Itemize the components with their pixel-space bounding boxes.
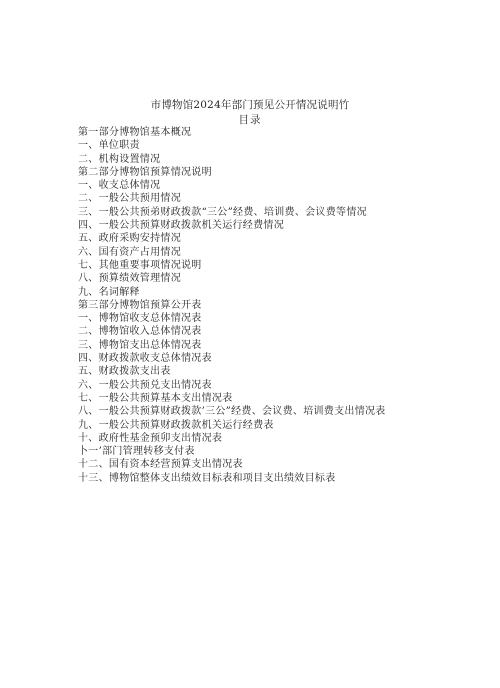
toc-item: 一、博物馆收支总体情况表 — [78, 313, 202, 325]
table-of-contents — [78, 126, 386, 485]
toc-item: 九、名词解释 — [78, 286, 140, 298]
toc-item: 二、博物馆收入总体情况表 — [78, 326, 202, 338]
toc-item: 一、收支总体情况 — [78, 180, 161, 192]
toc-heading: 目录 — [238, 114, 262, 126]
toc-item: 九、一般公共预算财政拨款机关运行经费表 — [78, 419, 274, 431]
toc-item: 五、财政拨款支出表 — [78, 366, 171, 378]
toc-item: 七、其他重要事项情况说明 — [78, 259, 202, 271]
document-title: 市博物馆2024年部门预见公开情况说明竹 — [150, 99, 350, 111]
toc-item: 第一部分博物馆基本概况 — [78, 127, 192, 138]
toc-item: 十三、博物馆整体支出绩效目标表和项目支出绩效目标表 — [78, 472, 336, 484]
toc-item: 八、一般公共预算财政拨款’三公”经费、会议费、培训费支出情况表 — [78, 406, 386, 418]
toc-item: 四、财政拨款收支总体情况表 — [78, 353, 212, 365]
toc-item: 二、机构设置情况 — [78, 153, 161, 165]
toc-item: 八、预算绩效管理情况 — [78, 273, 181, 285]
toc-item: 六、国有资产占用情况 — [78, 246, 181, 258]
toc-item: 一、单位职责 — [78, 140, 140, 152]
toc-item: 卜一’部门管理转移支付表 — [78, 446, 195, 458]
toc-item: 第三部分博物馆预算公开表 — [78, 299, 202, 311]
toc-item: 十二、国有资本经营预算支出情况表 — [78, 459, 243, 471]
toc-item: 十、政府性基金预卯支出情况表 — [78, 432, 223, 444]
toc-item: 五、政府采购安持情况 — [78, 233, 181, 245]
toc-item: 六、一般公共预兑支出情况表 — [78, 379, 212, 391]
toc-item: 七、一般公共预算基本支出情况表 — [78, 392, 233, 404]
toc-item: 二、一般公共预用情况 — [78, 193, 181, 205]
toc-item: 三、博物馆支出总体情况表 — [78, 339, 202, 351]
toc-item: 四、一般公共预算财政拨款机关运行经费情况 — [78, 220, 284, 232]
toc-item: 三、一般公共预弟财政拨款“三公”经费、培训费、会议费等情况 — [78, 206, 367, 218]
toc-item: 第二部分博物馆预算情况说明 — [78, 166, 212, 178]
